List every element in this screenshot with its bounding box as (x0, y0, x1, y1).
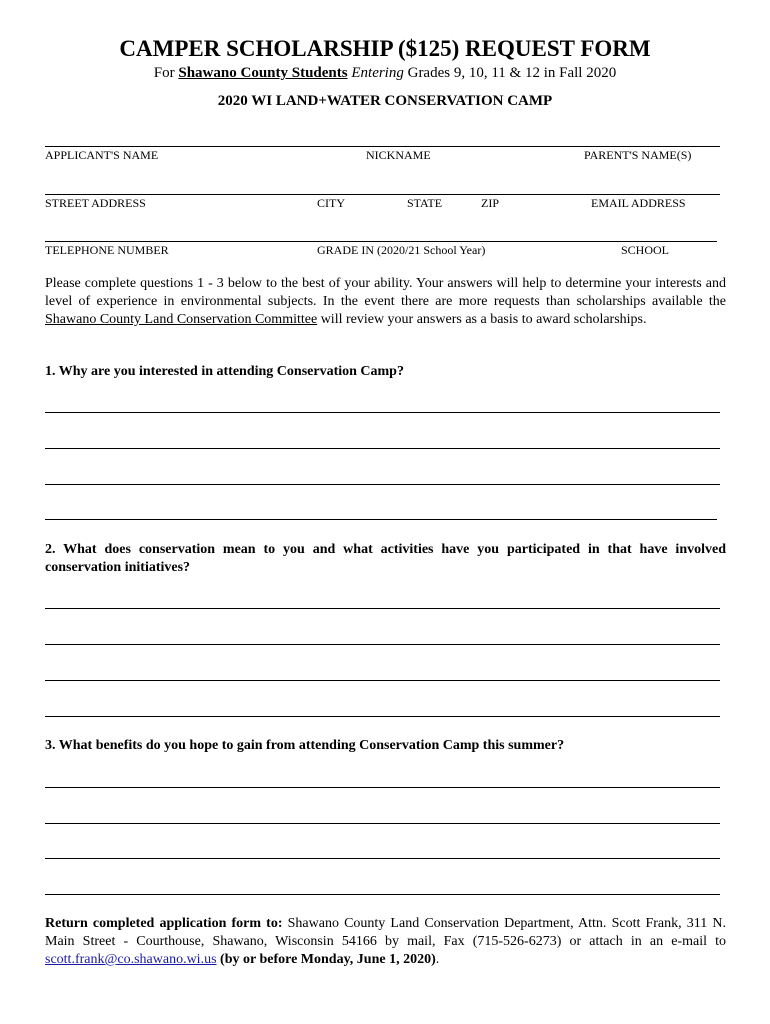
applicant-info-line-2[interactable] (45, 194, 720, 195)
answer-line[interactable] (45, 412, 720, 413)
answer-line[interactable] (45, 858, 720, 859)
state-label: STATE (407, 196, 443, 210)
return-instructions (45, 915, 726, 969)
footer-period: . (435, 952, 440, 967)
question-3: 3. What benefits do you hope to gain from attending Conservation Camp this summer? (45, 738, 565, 753)
answer-line[interactable] (45, 519, 717, 520)
applicant-name-label: APPLICANT'S NAME (45, 148, 159, 162)
return-lead: Return completed application form to: (45, 916, 283, 931)
answer-line[interactable] (45, 644, 720, 645)
subtitle-grades: Grades 9, 10, 11 & 12 in Fall 2020 (403, 65, 617, 81)
instructions-text-end: will review your answers as a basis to award scholarships. (317, 312, 647, 327)
answer-line[interactable] (45, 608, 720, 609)
answer-line[interactable] (45, 716, 720, 717)
parents-names-label: PARENT'S NAME(S) (584, 148, 692, 162)
answer-line[interactable] (45, 894, 720, 895)
applicant-info-line-3[interactable] (45, 241, 717, 242)
subtitle-entering: Entering (351, 65, 404, 81)
instructions-paragraph (45, 275, 726, 329)
answer-line[interactable] (45, 484, 720, 485)
answer-line[interactable] (45, 680, 720, 681)
question-1: 1. Why are you interested in attending Conservation Camp? (45, 364, 404, 379)
contact-email-link[interactable]: scott.frank@co.shawano.wi.us (45, 952, 217, 967)
grade-in-label: GRADE IN (2020/21 School Year) (317, 243, 486, 257)
answer-line[interactable] (45, 823, 720, 824)
subtitle-for: For (153, 65, 179, 81)
nickname-label: NICKNAME (366, 148, 431, 162)
city-label: CITY (317, 196, 345, 210)
zip-label: ZIP (481, 196, 499, 210)
form-title: CAMPER SCHOLARSHIP ($125) REQUEST FORM (119, 36, 651, 61)
subtitle-county-students: Shawano County Students (178, 65, 348, 81)
form-subtitle (0, 65, 770, 82)
telephone-number-label: TELEPHONE NUMBER (45, 243, 169, 257)
school-label: SCHOOL (621, 243, 670, 257)
applicant-info-line-1[interactable] (45, 146, 720, 147)
answer-line[interactable] (45, 448, 720, 449)
street-address-label: STREET ADDRESS (45, 196, 146, 210)
return-address: Shawano County Land Conservation Department, Attn. Scott Frank, 311 N. Main Street - Courthouse, Shawano, Wisconsin 54166 by mail, Fax (715-526-6273) or attach in an e-mail to (45, 916, 726, 949)
camp-name: 2020 WI LAND+WATER CONSERVATION CAMP (217, 93, 553, 109)
answer-line[interactable] (45, 787, 720, 788)
question-2: 2. What does conservation mean to you and what activities have you participated in that have involved conservation initiatives? (45, 542, 726, 575)
committee-name: Shawano County Land Conservation Committee (45, 312, 318, 327)
deadline: (by or before Monday, June 1, 2020) (216, 952, 436, 967)
email-address-label: EMAIL ADDRESS (591, 196, 686, 210)
instructions-text: Please complete questions 1 - 3 below to the best of your ability. Your answers will help to determine your interests and level of experience in environmental subjects. In the event there are more requests than scholarships available the (45, 276, 726, 309)
